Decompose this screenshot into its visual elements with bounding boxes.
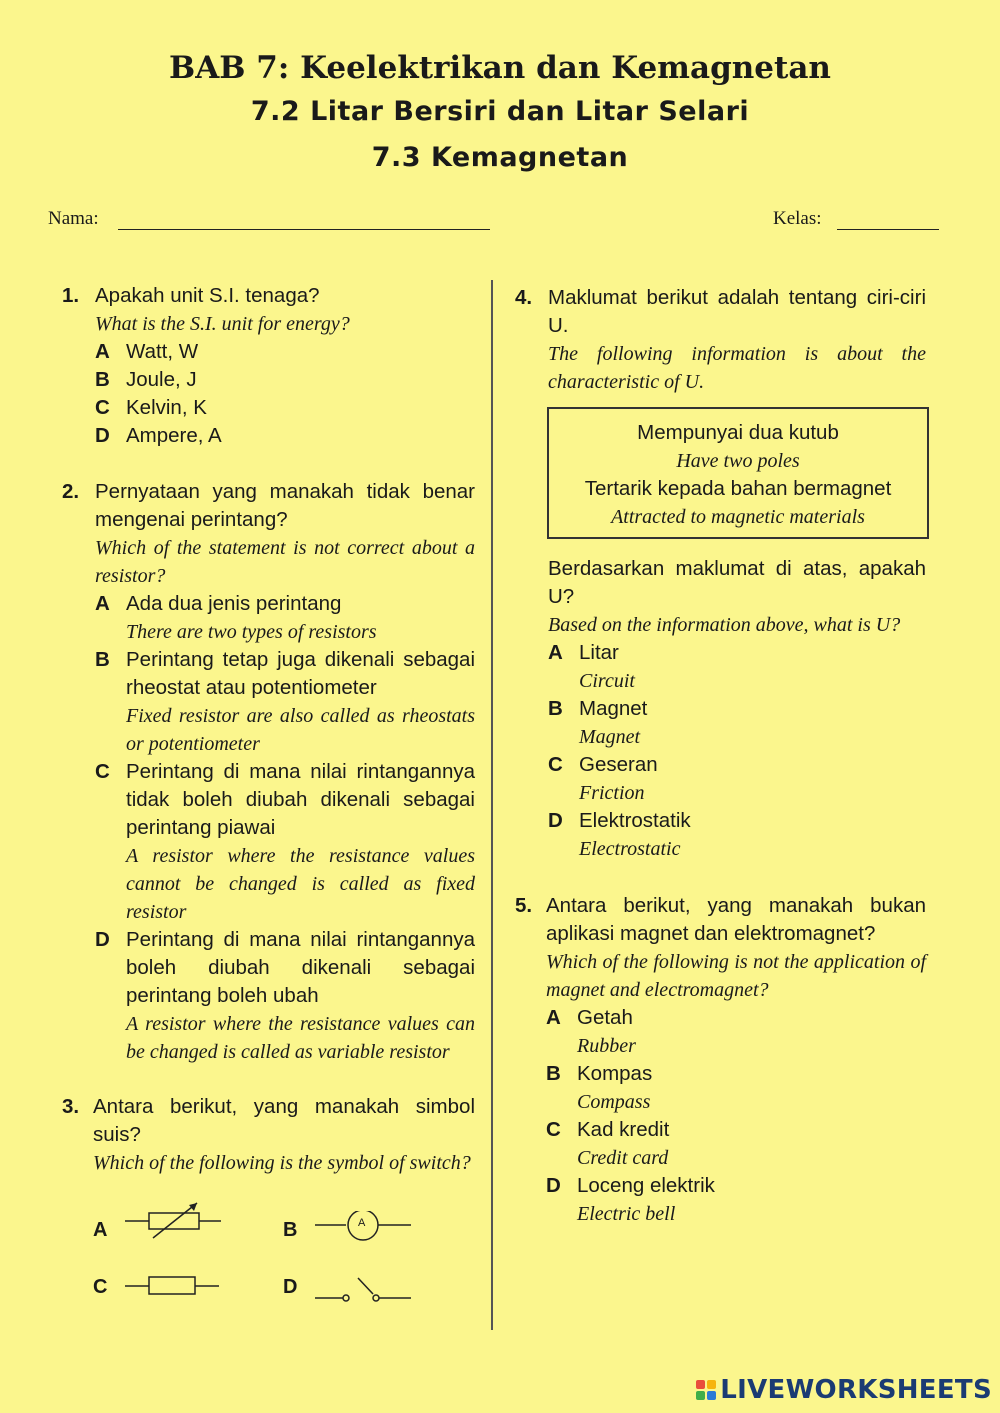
class-label: Kelas: [773, 208, 822, 229]
option-d[interactable]: D Loceng elektrik Electric bell [546, 1174, 715, 1225]
option-d[interactable]: D [283, 1276, 297, 1299]
information-box: Mempunyai dua kutub Have two poles Tertarik kepada bahan bermagnet Attracted to magnetic materials [547, 407, 929, 539]
class-input-line[interactable] [837, 229, 939, 230]
option-c[interactable]: C [93, 1276, 107, 1299]
question-2 [62, 478, 475, 1066]
option-c[interactable]: C Perintang di mana nilai rintangannya tidak boleh diubah dikenali sebagai perintang piawai A resistor where the resistance values cannot be changed is called as fixed resistor [95, 760, 475, 923]
name-input-line[interactable] [118, 229, 490, 230]
option-a[interactable]: A Litar Circuit [548, 641, 635, 692]
question-text-en: What is the S.I. unit for energy? [95, 313, 350, 335]
logo-square [707, 1380, 716, 1389]
logo-square [696, 1391, 705, 1400]
question-number: 1. [62, 284, 80, 307]
option-c[interactable]: C Geseran Friction [548, 753, 658, 804]
option-a[interactable]: A Getah Rubber [546, 1006, 636, 1057]
option-c[interactable]: C Kelvin, K [95, 396, 207, 419]
option-d[interactable]: D Perintang di mana nilai rintangannya boleh diubah dikenali sebagai perintang boleh ubah A resistor where the resistance values can be changed is called as variable resistor [95, 928, 475, 1063]
question-5 [515, 892, 926, 1228]
worksheet-subtitle-7-3: 7.3 Kemagnetan [371, 142, 629, 173]
option-c[interactable]: C Kad kredit Credit card [546, 1118, 670, 1169]
question-1 [62, 282, 475, 450]
question-3 [62, 1093, 475, 1177]
question-4 [515, 284, 926, 396]
option-b[interactable]: B Magnet Magnet [548, 697, 648, 748]
option-b[interactable]: B Kompas Compass [546, 1062, 653, 1113]
question-text-en: Which of the following is the symbol of switch? [93, 1152, 471, 1174]
name-label: Nama: [48, 208, 99, 229]
liveworksheets-logo[interactable] [696, 1373, 992, 1407]
question-text-en: Based on the information above, what is U? [548, 614, 901, 636]
question-text: Maklumat berikut adalah tentang ciri-ciri U. [548, 286, 926, 337]
worksheet-subtitle-7-2: 7.2 Litar Bersiri dan Litar Selari [250, 96, 750, 127]
question-4-options [548, 555, 926, 863]
column-divider [491, 280, 493, 1330]
question-text-en: Which of the following is not the application of magnet and electromagnet? [546, 951, 926, 1001]
option-b[interactable]: B Joule, J [95, 368, 197, 391]
logo-square [696, 1380, 705, 1389]
question-number: 2. [62, 480, 80, 503]
question-text: Berdasarkan maklumat di atas, apakah U? [548, 557, 926, 608]
question-number: 5. [515, 894, 533, 917]
option-d[interactable]: D Elektrostatik Electrostatic [548, 809, 691, 860]
option-a[interactable]: A [93, 1219, 107, 1242]
logo-mark-icon [696, 1380, 716, 1400]
variable-resistor-icon [125, 1200, 225, 1240]
option-b[interactable]: B A [283, 1219, 297, 1242]
option-b[interactable]: B Perintang tetap juga dikenali sebagai rheostat atau potentiometer Fixed resistor are also called as rheostats or potentiometer [95, 648, 475, 755]
logo-square [707, 1391, 716, 1400]
logo-text: LIVEWORKSHEETS [720, 1375, 992, 1405]
option-a[interactable]: A Ada dua jenis perintang There are two types of resistors [95, 592, 377, 643]
question-text-en: Which of the statement is not correct about a resistor? [95, 537, 475, 587]
question-number: 3. [62, 1095, 80, 1118]
ammeter-label: A [358, 1217, 366, 1229]
question-text: Antara berikut, yang manakah bukan aplikasi magnet dan elektromagnet? [546, 894, 926, 945]
option-a[interactable]: A Watt, W [95, 340, 199, 363]
worksheet-title: BAB 7: Keelektrikan dan Kemagnetan [169, 50, 831, 86]
option-d[interactable]: D Ampere, A [95, 424, 222, 447]
switch-icon [315, 1274, 415, 1308]
question-text-en: The following information is about the characteristic of U. [548, 343, 926, 393]
fixed-resistor-icon [125, 1272, 225, 1300]
question-text: Apakah unit S.I. tenaga? [95, 284, 320, 307]
question-text: Pernyataan yang manakah tidak benar mengenai perintang? [95, 480, 475, 531]
question-number: 4. [515, 286, 533, 309]
question-text: Antara berikut, yang manakah simbol suis? [93, 1095, 475, 1146]
